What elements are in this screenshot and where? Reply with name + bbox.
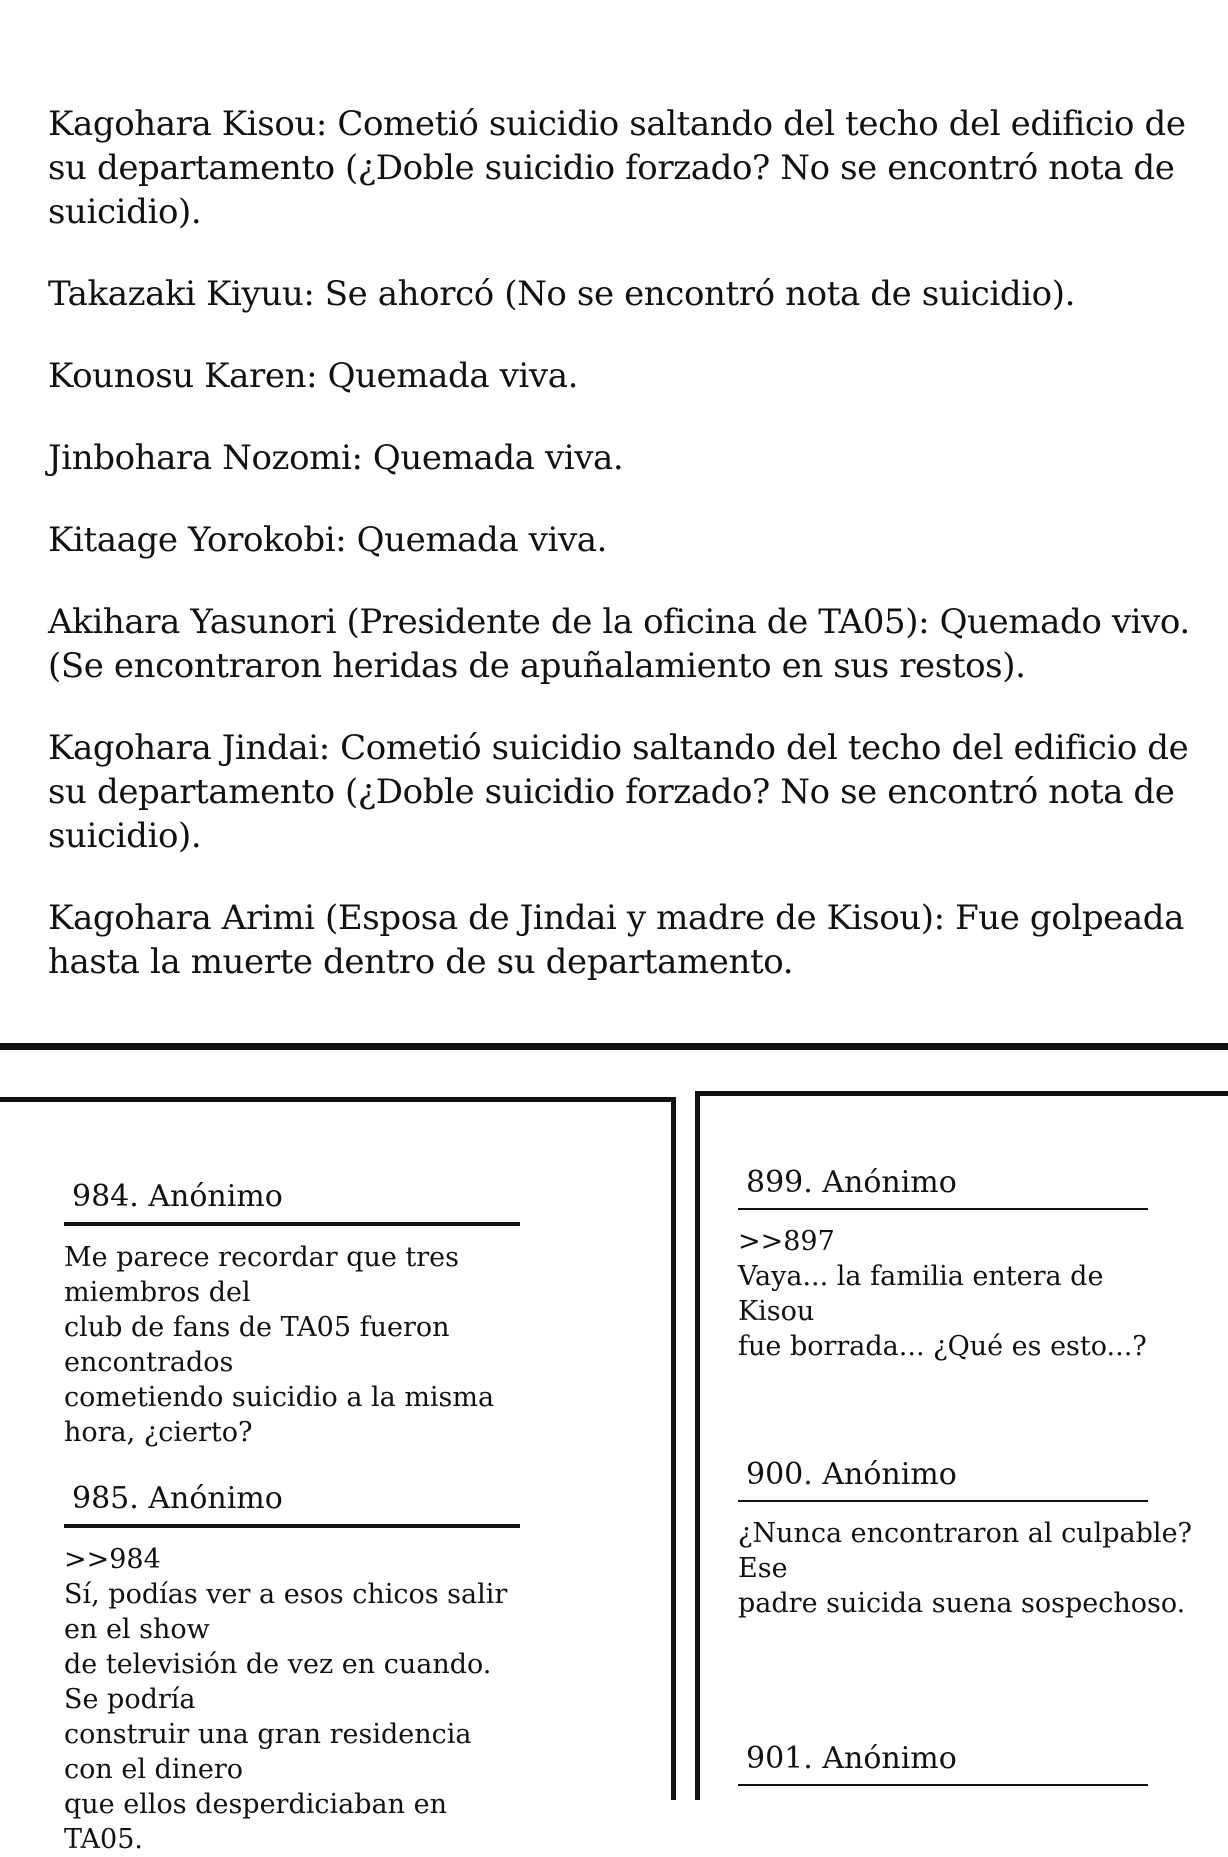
post-quote-ref: >>984 bbox=[64, 1544, 161, 1575]
post-underline bbox=[64, 1222, 520, 1226]
post-line: cometiendo suicidio a la misma hora, ¿cierto? bbox=[64, 1382, 495, 1448]
post-line: Me parece recordar que tres miembros del bbox=[64, 1242, 460, 1308]
post-body bbox=[64, 1240, 524, 1450]
post-line: Vaya... la familia entera de Kisou bbox=[738, 1261, 1104, 1327]
post-line: club de fans de TA05 fueron encontrados bbox=[64, 1312, 450, 1378]
left-panel-border-top bbox=[0, 1097, 676, 1102]
victim-entry: Akihara Yasunori (Presidente de la oficina de TA05): Quemado vivo. (Se encontraron heridas de apuñalamiento en sus restos). bbox=[48, 602, 1190, 686]
forum-post-899 bbox=[738, 1164, 1148, 1364]
victim-list bbox=[48, 102, 1198, 1022]
victim-entry: Jinbohara Nozomi: Quemada viva. bbox=[48, 438, 624, 478]
post-underline bbox=[64, 1524, 520, 1528]
post-quote-ref: >>897 bbox=[738, 1226, 835, 1257]
victim-entry: Kounosu Karen: Quemada viva. bbox=[48, 356, 578, 396]
post-underline bbox=[738, 1500, 1148, 1502]
post-underline bbox=[738, 1784, 1148, 1786]
post-line: fue borrada... ¿Qué es esto...? bbox=[738, 1331, 1147, 1362]
right-panel-border-top bbox=[695, 1091, 1228, 1096]
post-line: Sí, podías ver a esos chicos salir en el show bbox=[64, 1579, 508, 1645]
victim-entry: Kagohara Arimi (Esposa de Jindai y madre de Kisou): Fue golpeada hasta la muerte dentro de su departamento. bbox=[48, 898, 1185, 982]
post-body bbox=[64, 1542, 524, 1857]
victim-entry: Kagohara Kisou: Cometió suicidio saltando del techo del edificio de su departamento (¿Doble suicidio forzado? No se encontró nota de suicidio). bbox=[48, 104, 1186, 232]
forum-post-985 bbox=[64, 1480, 524, 1857]
post-line: de televisión de vez en cuando. Se podría bbox=[64, 1649, 492, 1715]
victim-entry: Kagohara Jindai: Cometió suicidio saltando del techo del edificio de su departamento (¿Doble suicidio forzado? No se encontró nota de suicidio). bbox=[48, 728, 1189, 856]
victim-entry: Takazaki Kiyuu: Se ahorcó (No se encontró nota de suicidio). bbox=[48, 274, 1076, 314]
forum-post-900 bbox=[738, 1456, 1208, 1621]
post-body bbox=[738, 1516, 1208, 1621]
post-header: 899. Anónimo bbox=[746, 1165, 957, 1200]
post-underline bbox=[738, 1208, 1148, 1210]
section-divider bbox=[0, 1043, 1228, 1050]
post-header: 985. Anónimo bbox=[72, 1481, 283, 1516]
left-panel-border-right bbox=[671, 1097, 676, 1800]
post-line: padre suicida suena sospechoso. bbox=[738, 1588, 1186, 1619]
post-body bbox=[738, 1224, 1148, 1364]
post-header: 901. Anónimo bbox=[746, 1741, 957, 1776]
forum-post-901 bbox=[738, 1740, 1148, 1800]
post-line: construir una gran residencia con el dinero bbox=[64, 1719, 472, 1785]
post-header: 900. Anónimo bbox=[746, 1457, 957, 1492]
right-panel-border-left bbox=[695, 1091, 700, 1800]
victim-entry: Kitaage Yorokobi: Quemada viva. bbox=[48, 520, 608, 560]
post-line: que ellos desperdiciaban en TA05. bbox=[64, 1789, 447, 1855]
post-header: 984. Anónimo bbox=[72, 1179, 283, 1214]
forum-post-984 bbox=[64, 1178, 524, 1450]
post-line: ¿Nunca encontraron al culpable? Ese bbox=[738, 1518, 1193, 1584]
